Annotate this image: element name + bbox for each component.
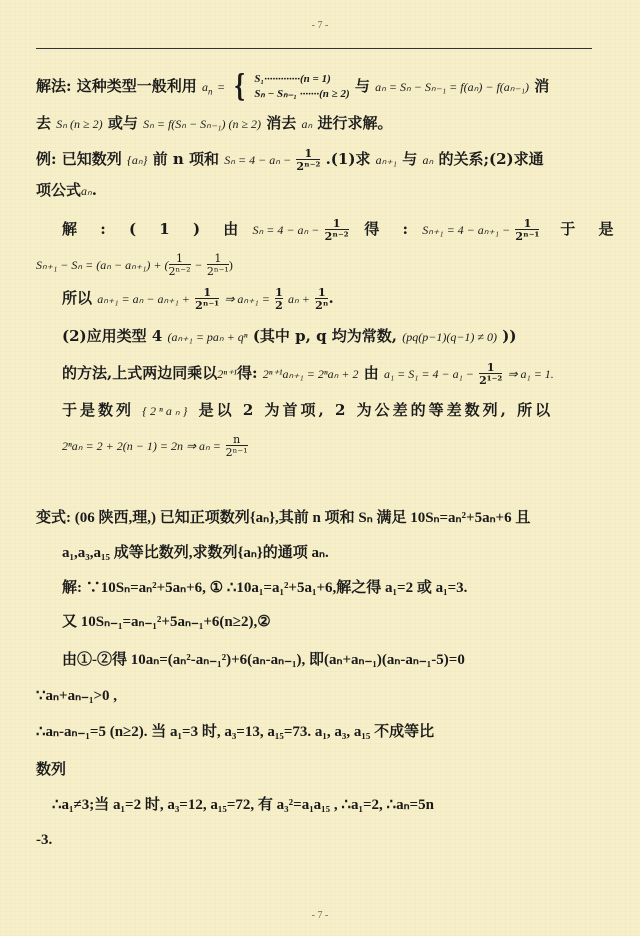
variant-line-4: 又 10Sₙ₋₁=aₙ₋₁²+5aₙ₋₁+6(n≥2),② xyxy=(62,614,271,630)
method-expr: aₙ = Sₙ − Sₙ₋₁ = f(aₙ) − f(aₙ₋₁) xyxy=(375,80,530,94)
example-label: 例: xyxy=(36,150,57,168)
variant-line-5: 由①-②得 10aₙ=(aₙ²-aₙ₋₁²)+6(aₙ-aₙ₋₁), 即(aₙ+aₙ₋₁)(aₙ-aₙ₋₁-5)=0 xyxy=(62,652,465,668)
solution-line-5: 的方法,上式两边同乘以2ⁿ⁺¹得: 2ⁿ⁺¹aₙ₊₁ = 2ⁿaₙ + 2 由 a₁ = S₁ = 4 − a₁ − $\frac{1}{\text{2¹⁻²}}$ ⇒ a₁ = 1. xyxy=(62,361,554,387)
variant-line-10: -3. xyxy=(36,832,53,848)
variant-line-2: a₁,a₃,a₁₅ 成等比数列,求数列{aₙ}的通项 aₙ. xyxy=(62,545,329,561)
solution-line-7: 2ⁿaₙ = 2 + 2(n − 1) = 2n ⇒ aₙ = $\frac{n}{\text{2ⁿ⁻¹}}$ xyxy=(62,433,248,459)
method-text-2: 与 xyxy=(354,77,370,95)
variant-line-7: ∴aₙ-aₙ₋₁=5 (n≥2). 当 a₁=3 时, a₃=13, a₁₅=73. a₁, a₃, a₁₅ 不成等比 xyxy=(36,724,435,740)
page-number-bottom: - 7 - xyxy=(311,910,329,921)
solution-line-6: 于是数列 {2ⁿaₙ} 是以 2 为首项, 2 为公差的等差数列, 所以 xyxy=(62,401,554,419)
variant-line-3: 解: ∵10Sₙ=aₙ²+5aₙ+6, ① ∴10a₁=a₁²+5a₁+6,解之得 a₁=2 或 a₁=3. xyxy=(62,580,468,596)
cases-brace: { xyxy=(233,69,246,104)
case-2: Sₙ − Sₙ₋₁ ·······(n ≥ 2) xyxy=(254,88,350,100)
solution-line-3: 所以 aₙ₊₁ = aₙ − aₙ₊₁ + $\frac{1}{\text{2ⁿ⁻¹}}$ ⇒ aₙ₊₁ = $\frac{1}{2}$ aₙ + $\frac{1}{\text{2ⁿ}}$ . xyxy=(62,286,334,312)
method-text-3: 消 xyxy=(534,77,550,95)
method-line-1 xyxy=(36,66,549,111)
example-line-2: 项公式aₙ. xyxy=(36,181,98,199)
variant-line-9: ∴a₁≠3;当 a₁=2 时, a₃=12, a₁₅=72, 有 a₃²=a₁a₁₅ , ∴a₁=2, ∴aₙ=5n xyxy=(52,797,434,813)
header-rule xyxy=(36,48,592,49)
variant-line-1: 变式: (06 陕西,理,) 已知正项数列{aₙ},其前 n 项和 Sₙ 满足 10Sₙ=aₙ²+5aₙ+6 且 xyxy=(36,510,531,526)
variant-line-8: 数列 xyxy=(36,762,67,778)
method-label: 解法: xyxy=(36,77,72,95)
solution-line-4: (2)应用类型 4 (aₙ₊₁ = paₙ + qⁿ (其中 p, q 均为常数, (pq(p−1)(q−1) ≠ 0) )) xyxy=(62,327,517,345)
case-1: S₁·············(n = 1) xyxy=(254,73,331,85)
solution-line-1: 解 : ( 1 ) 由 Sₙ = 4 − aₙ − $\frac{1}{\text{2ⁿ⁻²}}$ 得 : Sₙ₊₁ = 4 − aₙ₊₁ − $\frac{1}{\text{2ⁿ⁻¹}}$ 于 是 xyxy=(62,217,623,243)
method-line-2: 去 Sₙ (n ≥ 2) 或与 Sₙ = f(Sₙ − Sₙ₋₁) (n ≥ 2) 消去 aₙ 进行求解。 xyxy=(36,114,393,132)
variant-line-6: ∵aₙ+aₙ₋₁>0 , xyxy=(36,688,118,704)
method-an: $a_n$ xyxy=(202,80,213,97)
example-line-1: 例: 已知数列 {aₙ} 前 n 项和 Sₙ = 4 − aₙ − $\frac{1}{\text{2ⁿ⁻²}}$ .(1)求 aₙ₊₁ 与 aₙ 的关系;(2)求通 xyxy=(36,147,544,173)
solution-line-2: Sₙ₊₁ − Sₙ = (aₙ − aₙ₊₁) + ( $\frac{1}{\text{2ⁿ⁻²}}$ − $\frac{1}{\text{2ⁿ⁻¹}}$ ) xyxy=(36,252,233,278)
method-cases xyxy=(254,72,349,102)
method-text-1: 这种类型一般利用 xyxy=(76,77,197,95)
method-eq: = xyxy=(217,80,225,94)
page-number-top: - 7 - xyxy=(311,20,329,31)
example-fraction: $\frac{1}{\text{2ⁿ⁻²}}$ xyxy=(296,147,321,173)
